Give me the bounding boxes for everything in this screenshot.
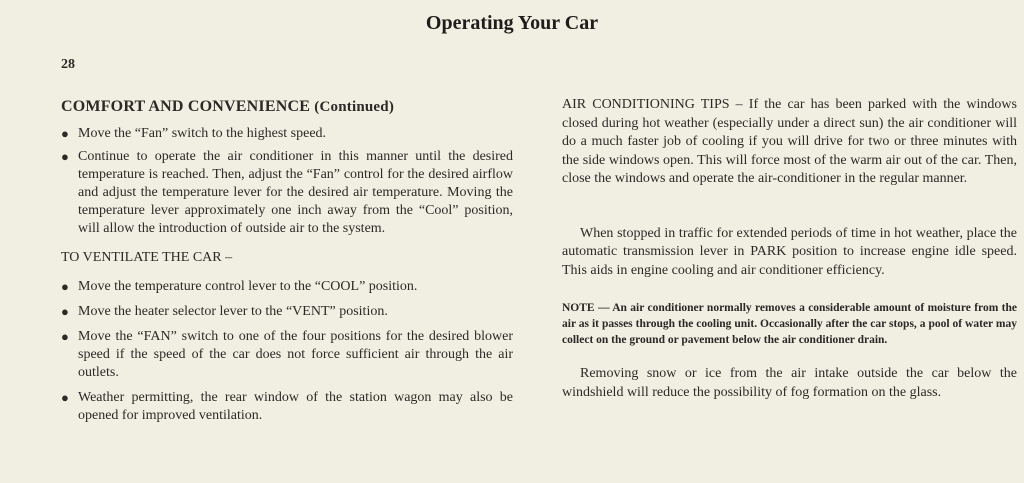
- paragraph-spacer: [562, 348, 1017, 365]
- ventilate-subheading: TO VENTILATE THE CAR –: [61, 250, 233, 265]
- note-paragraph: NOTE — An air conditioner normally removes a considerable amount of moisture from the air as it passes through the cooling unit. Occasionally after the car stops, a pool of water may collect on the ground or pavement below the air conditioner drain.: [562, 302, 1017, 346]
- section-heading-suffix: (Continued): [314, 99, 395, 115]
- traffic-paragraph: When stopped in traffic for extended periods of time in hot weather, place the automatic transmission lever in PARK position to increase engine idle speed. This aids in engine cooling and air conditioner efficiency.: [562, 225, 1017, 278]
- left-column: [61, 98, 513, 432]
- snow-ice-paragraph: Removing snow or ice from the air intake outside the car below the windshield will reduce the possibility of fog formation on the glass.: [562, 366, 1017, 400]
- list-item: [61, 328, 513, 382]
- bullet-dot: ●: [61, 126, 69, 141]
- list-item-text: Move the temperature control lever to the “COOL” position.: [78, 279, 418, 294]
- list-item-text: Move the heater selector lever to the “VENT” position.: [78, 304, 388, 319]
- list-item: [61, 303, 513, 321]
- page-title: Operating Your Car: [425, 12, 599, 34]
- page-number: 28: [61, 57, 75, 72]
- bullet-dot: ●: [61, 279, 69, 294]
- list-item: [61, 278, 513, 296]
- list-item-text: Weather permitting, the rear window of the station wagon may also be opened for improved ventilation.: [78, 390, 513, 423]
- bullet-dot: ●: [61, 390, 69, 405]
- bullet-list-comfort: [61, 125, 513, 238]
- section-heading-text: COMFORT AND CONVENIENCE: [61, 98, 311, 115]
- section-heading: [61, 98, 513, 116]
- bullet-dot: ●: [61, 329, 69, 344]
- paragraph-spacer: [562, 189, 1017, 225]
- bullet-dot: ●: [61, 149, 69, 164]
- bullet-dot: ●: [61, 304, 69, 319]
- list-item: [61, 125, 513, 143]
- list-item: [61, 389, 513, 425]
- bullet-list-ventilate: [61, 278, 513, 425]
- list-item: [61, 148, 513, 238]
- list-item-text: Move the “FAN” switch to one of the four positions for the desired blower speed if the speed of the car does not force sufficient air through the air outlets.: [78, 329, 513, 380]
- right-column: [562, 96, 1017, 402]
- air-conditioning-tips-paragraph: AIR CONDITIONING TIPS – If the car has been parked with the windows closed during hot weather (especially under a direct sun) the air conditioner will do a much faster job of cooling if you will drive for two or three minutes with the side windows open. This will force most of the warm air out of the car. Then, close the windows and operate the air-conditioner in the regular manner.: [562, 97, 1017, 186]
- list-item-text: Move the “Fan” switch to the highest speed.: [78, 126, 327, 141]
- list-item-text: Continue to operate the air conditioner in this manner until the desired temperature is reached. Then, adjust the “Fan” control for the desired airflow and adjust the temperature lever for the desired air temperature. Moving the temperature lever approximately one inch away from the “Cool” position, will allow the introduction of outside air to the system.: [78, 149, 513, 236]
